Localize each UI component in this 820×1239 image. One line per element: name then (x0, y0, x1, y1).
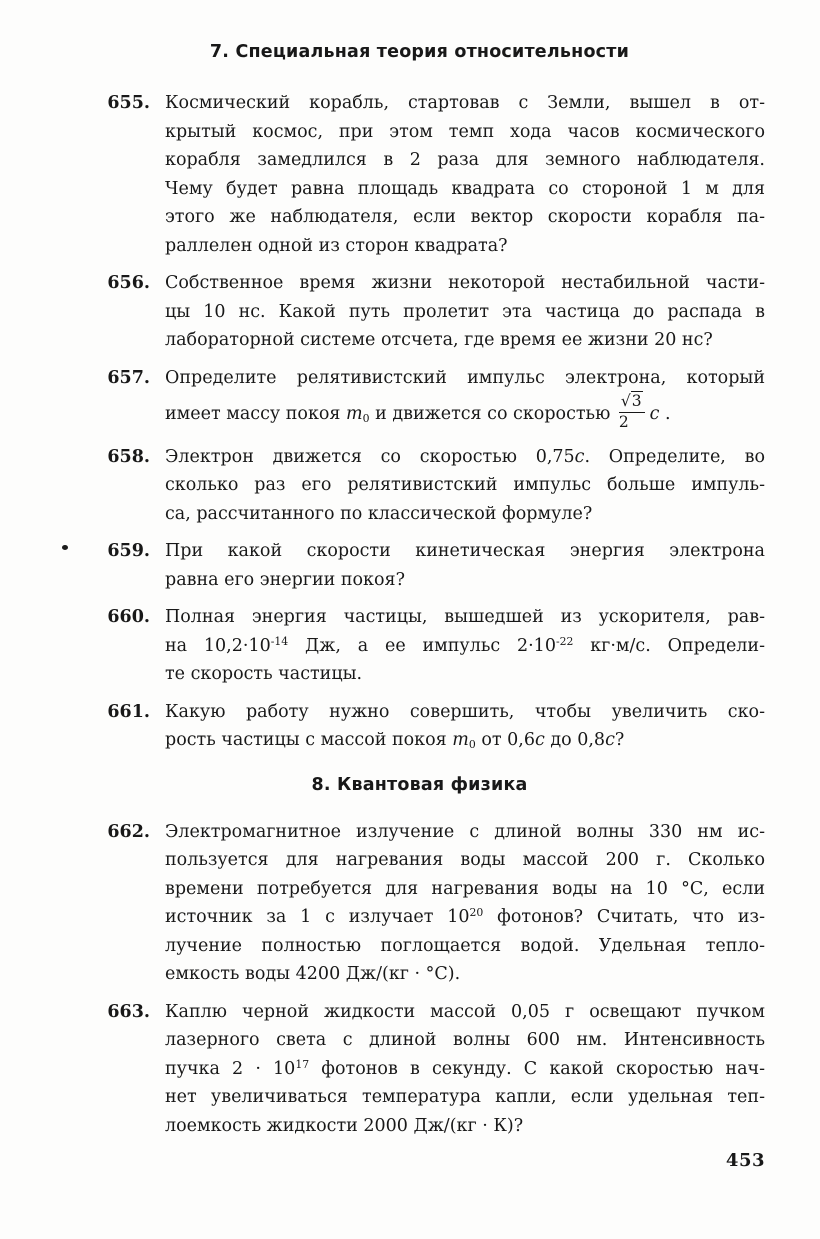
text-line: на $10,2\cdot 10^{-14}$ Дж, а ее импульс $2\cdot 10^{-22}$ кг·м/с. Определи- (165, 634, 765, 656)
fraction-sqrt3-over-2 (619, 393, 645, 432)
text-line: равна его энергии покоя? (165, 569, 405, 590)
text-line: Электрон движется со скоростью 0,75c. Определите, во (165, 446, 765, 467)
problem-text (165, 603, 765, 689)
problem-663 (60, 998, 765, 1141)
problem-662 (60, 818, 765, 989)
page-number: 453 (725, 1150, 765, 1171)
text-line: Чему будет равна площадь квадрата со стороной 1 м для (165, 178, 765, 199)
radical-sign: √ (620, 392, 631, 410)
text-line: лоемкость жидкости 2000 Дж/(кг · К)? (165, 1115, 524, 1136)
text-line: этого же наблюдателя, если вектор скорости корабля па- (165, 207, 765, 227)
problem-661 (60, 698, 765, 755)
problem-text (165, 269, 765, 355)
problem-number: 660. (107, 607, 150, 628)
section-title-quantum: 8. Квантовая физика (311, 774, 528, 795)
text-line: корабля замедлился в 2 раза для земного наблюдателя. (165, 150, 765, 170)
text-line: лазерного света с длиной волны 600 нм. Интенсивность (165, 1030, 765, 1051)
problem-656 (60, 269, 765, 355)
text-line: Каплю черной жидкости массой 0,05 г освещают пучком (165, 1001, 765, 1022)
text-line: При какой скорости кинетическая энергия электрона (165, 541, 765, 562)
ink-speck (62, 545, 68, 550)
section-title-relativity: 7. Специальная теория относительности (209, 42, 630, 62)
problem-text (165, 818, 765, 989)
text-line: источник за 1 с излучает $10^{20}$ фотонов? Считать, что из- (165, 906, 765, 928)
problem-number: 657. (107, 367, 150, 388)
problem-number: 659. (107, 541, 150, 562)
problem-658 (60, 443, 765, 529)
problem-655 (60, 89, 765, 260)
formula-prefix: имеет массу покоя m0 и движется со скоростью (165, 403, 616, 425)
problem-text (165, 89, 765, 260)
formula-line (165, 392, 765, 434)
problem-number: 663. (107, 1001, 150, 1022)
problem-660 (60, 603, 765, 689)
text-line: Какую работу нужно совершить, чтобы увеличить ско- (165, 701, 765, 722)
text-line: Полная энергия частицы, вышедшей из ускорителя, рав- (165, 607, 765, 628)
problem-text (165, 443, 765, 529)
text-line: сколько раз его релятивистский импульс больше импуль- (165, 475, 765, 496)
formula-suffix: c . (649, 403, 671, 424)
text-line: пучка $2 \cdot 10^{17}$ фотонов в секунду. С какой скоростью нач- (165, 1057, 765, 1079)
problem-text (165, 998, 765, 1141)
problem-number: 662. (107, 821, 150, 842)
text-line: те скорость частицы. (165, 664, 363, 685)
problem-text (165, 364, 765, 434)
problem-text (165, 698, 765, 755)
problem-659 (60, 537, 765, 594)
text-line: крытый космос, при этом темп хода часов космического (165, 121, 765, 142)
problem-657 (60, 364, 765, 434)
problem-number: 656. (107, 273, 150, 293)
fraction-denominator: 2 (618, 412, 629, 431)
problem-text (165, 537, 765, 594)
text-line: нет увеличиваться температура капли, если удельная теп- (165, 1087, 765, 1108)
text-line: Собственное время жизни некоторой нестабильной части- (165, 273, 765, 293)
text-line: Определите релятивистский импульс электрона, который (165, 367, 765, 388)
problem-number: 655. (107, 93, 150, 113)
text-line: рость частицы с массой покоя m0 от 0,6c до 0,8c? (165, 730, 625, 752)
fraction-numerator (619, 393, 645, 413)
text-line: Электромагнитное излучение с длиной волны 330 нм ис- (165, 821, 765, 842)
text-line: Космический корабль, стартовав с Земли, вышел в от- (165, 93, 765, 113)
text-line: раллелен одной из сторон квадрата? (165, 235, 508, 256)
text-line: емкость воды 4200 Дж/(кг · °С). (165, 964, 461, 985)
text-line: цы 10 нс. Какой путь пролетит эта частица до распада в (165, 301, 765, 322)
problem-number: 658. (107, 446, 150, 467)
text-line: са, рассчитанного по классической формуле? (165, 503, 593, 524)
text-line: лабораторной системе отсчета, где время ее жизни 20 нс? (165, 330, 713, 350)
text-line: времени потребуется для нагревания воды на 10 °С, если (165, 878, 765, 899)
radicand: 3 (631, 392, 642, 410)
text-line: лучение полностью поглощается водой. Удельная тепло- (165, 935, 765, 956)
text-line: пользуется для нагревания воды массой 200 г. Сколько (165, 850, 765, 871)
problem-number: 661. (107, 701, 150, 722)
